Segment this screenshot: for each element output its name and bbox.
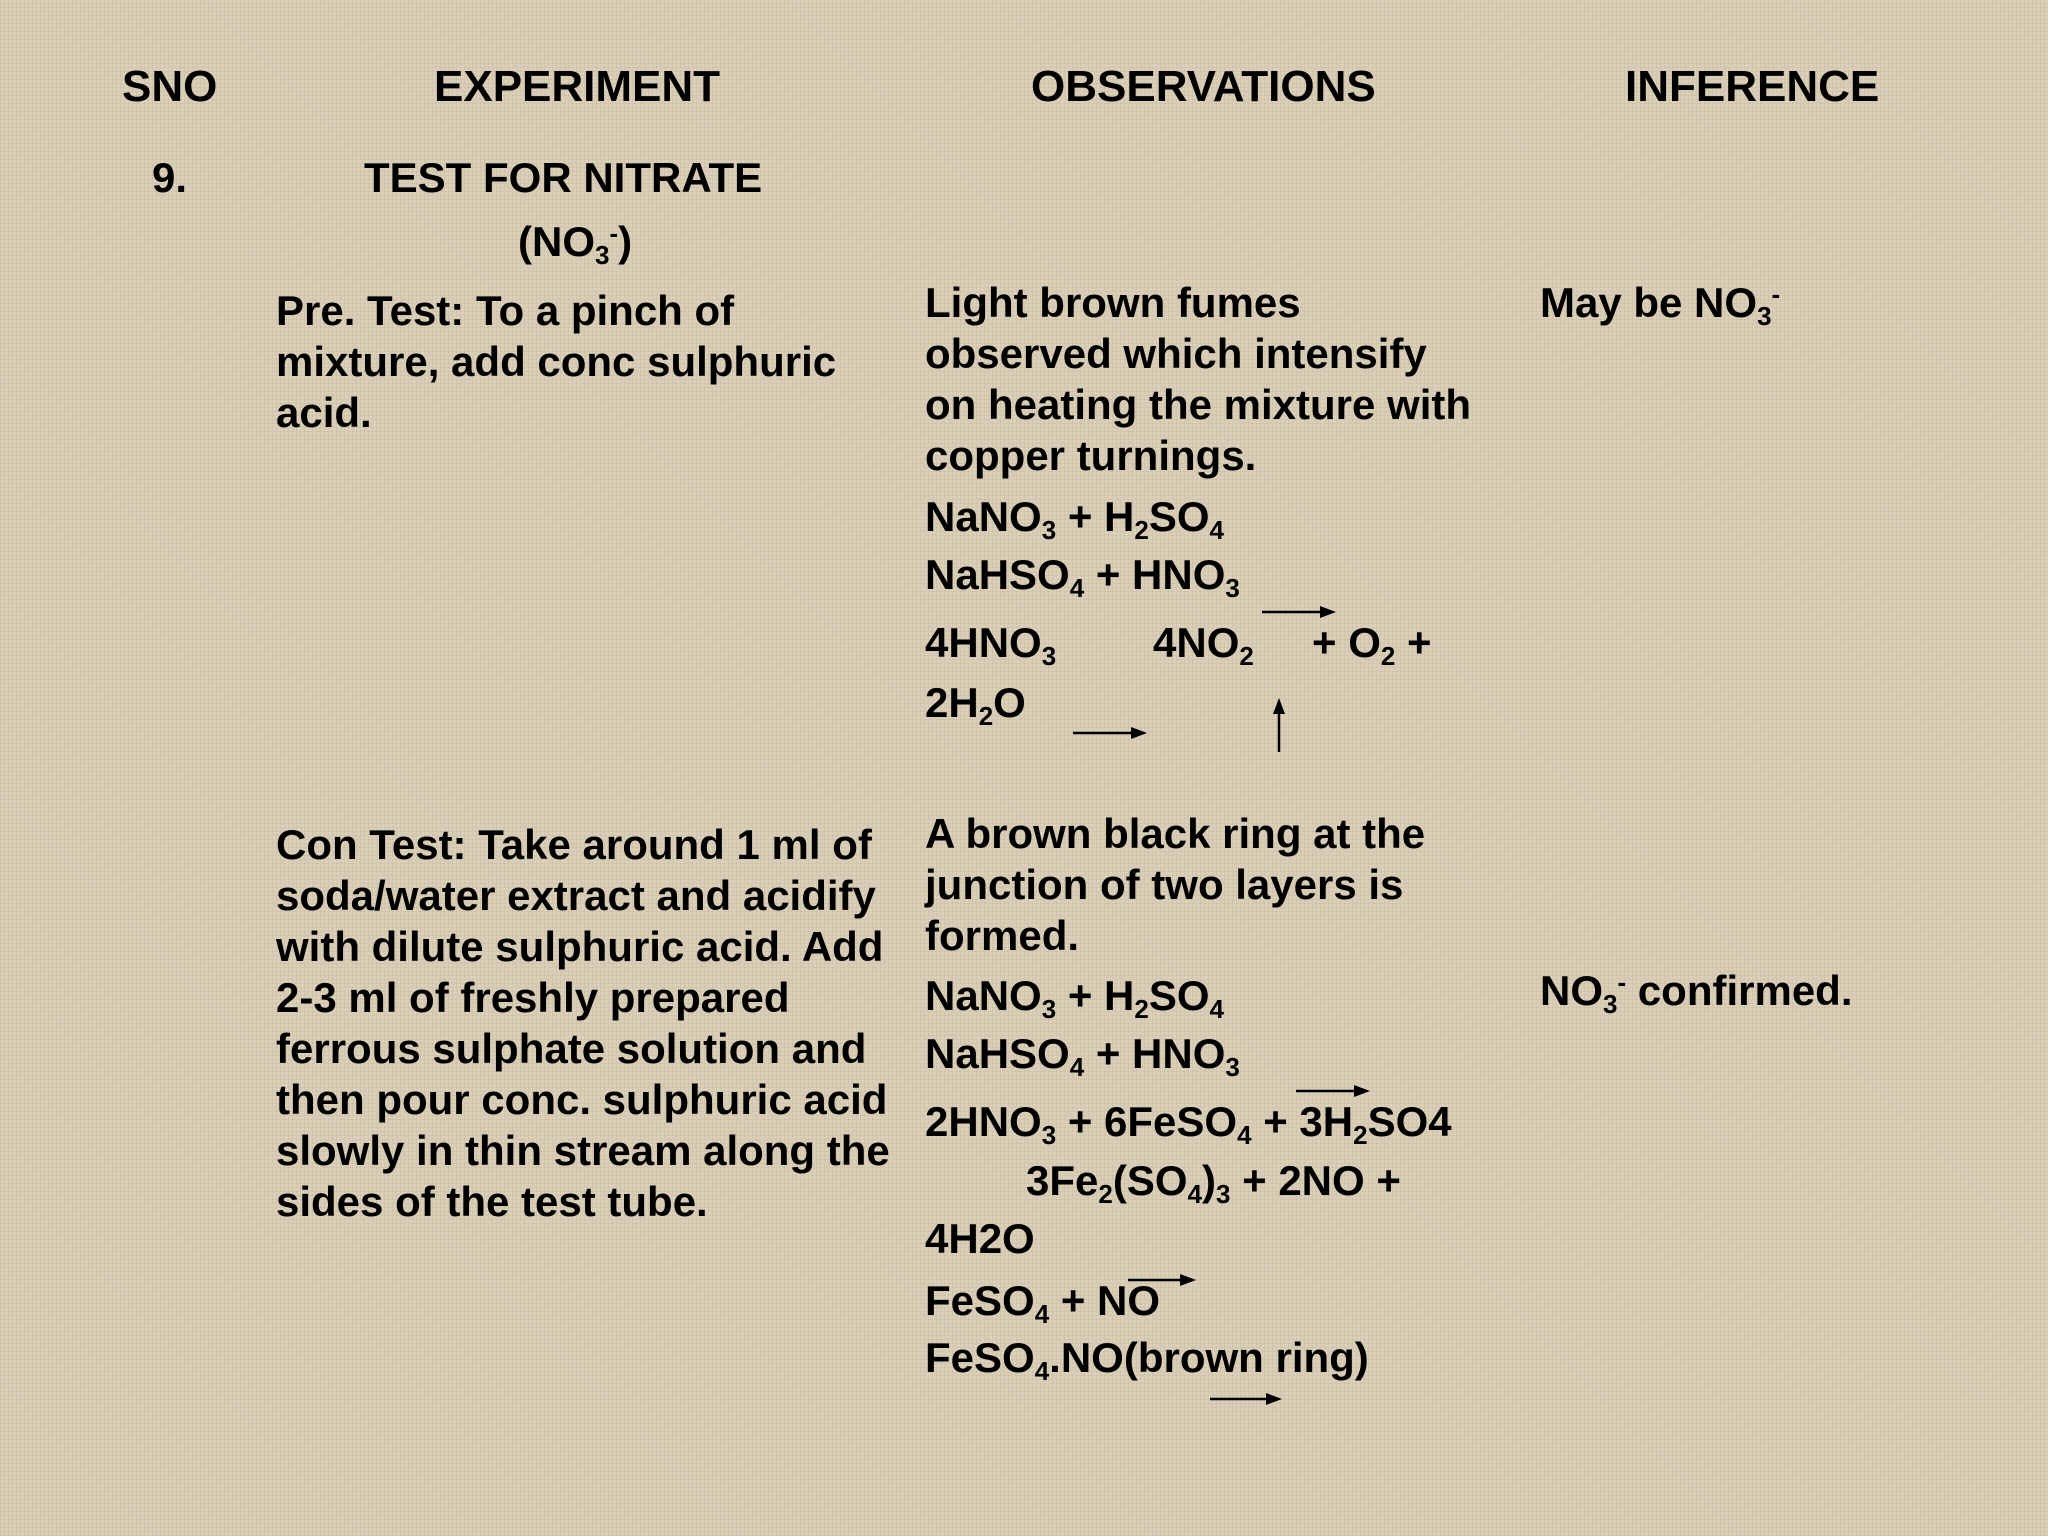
reaction-arrow-icon [1296,1083,1370,1099]
test-title-formula: $(NO_3^-)$ [518,218,633,270]
con-equation-3-reactants: FeSO$_4$ + NO [925,1277,1161,1329]
con-test-experiment: Con Test: Take around 1 ml of soda/water extract and acidify with dilute sulphuric acid. Add 2-3 ml of freshly prepared ferrous sulphate solution and then pour conc. sulphuric acid slowly in thin stream along the sides of the test tube. [276,821,890,1225]
con-equation-2-products: $3Fe_2(SO_4)_3 + 2NO$ + [1026,1157,1401,1209]
test-title: TEST FOR NITRATE [364,154,763,201]
reaction-arrow-icon [1262,604,1336,620]
con-equation-3-products: FeSO$_4$.NO(brown ring) [925,1334,1369,1386]
con-equation-1-reactants: NaNO$_3$ + $H_2SO_4$ [925,972,1224,1024]
pre-equation-2-reactant: $4HNO_3$ [925,619,1057,671]
pre-test-observation: Light brown fumes observed which intensify on heating the mixture with copper turnings. [925,279,1472,479]
pre-equation-1-reactants: NaNO$_3$ + $H_2SO_4$ [925,493,1224,545]
pre-test-experiment: Pre. Test: To a pinch of mixture, add conc sulphuric acid. [276,287,837,436]
pre-equation-2-water: $2H_2O$ [925,679,1026,731]
reaction-arrow-icon [1073,725,1147,741]
row-sno: 9. [152,154,188,201]
reaction-arrow-icon [1128,1272,1196,1288]
pre-equation-2-oxygen: + $O_2$ + [1312,619,1432,671]
reaction-arrow-icon [1210,1391,1282,1407]
header-sno: SNO [122,62,218,111]
con-test-observation: A brown black ring at the junction of two layers is formed. [925,810,1426,959]
header-inference: INFERENCE [1625,62,1880,111]
pre-test-inference: May be $NO_3^-$ [1540,279,1781,331]
con-equation-1-products: NaHSO$_4$ + $HNO_3$ [925,1030,1240,1082]
header-experiment: EXPERIMENT [434,62,721,111]
pre-equation-1-products: NaHSO$_4$ + $HNO_3$ [925,551,1240,603]
header-observations: OBSERVATIONS [1031,62,1376,111]
con-test-inference: $NO_3^-$ confirmed. [1540,967,1853,1019]
gas-evolved-arrow-icon [1271,698,1287,752]
con-equation-2-water: 4H2O [925,1215,1035,1262]
con-equation-2-reactants: $2HNO_3$ + 6FeSO$_4$ + $3H_2SO4$ [925,1098,1452,1150]
pre-equation-2-products: $4NO_2$ [1153,619,1254,671]
